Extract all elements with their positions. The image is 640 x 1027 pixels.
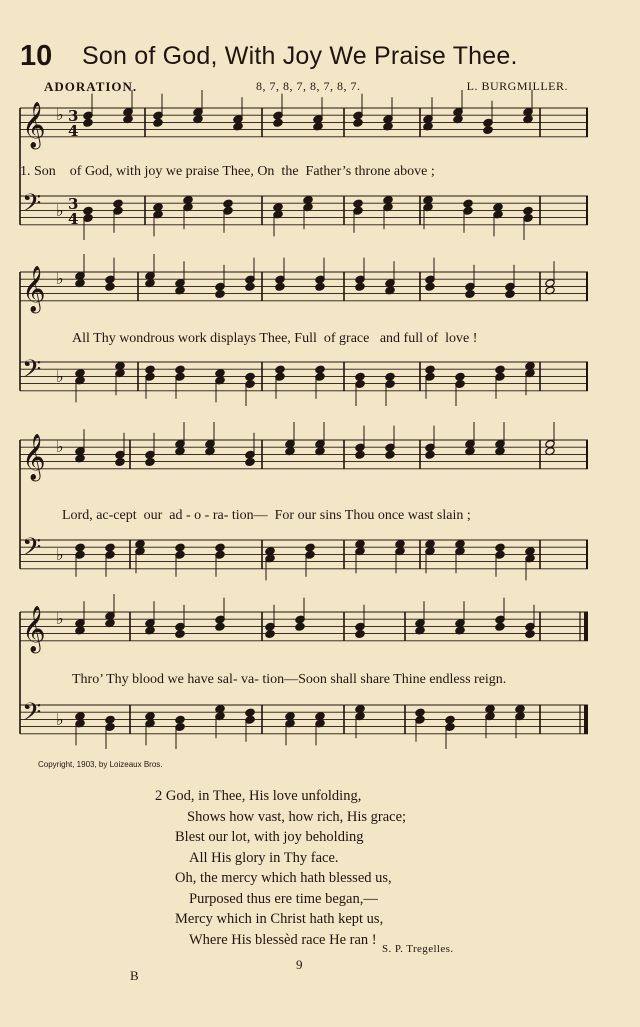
verse-line: Blest our lot, with joy beholding <box>175 829 364 845</box>
notehead <box>483 126 493 135</box>
notehead <box>355 630 365 639</box>
notehead <box>275 365 285 374</box>
notehead <box>105 282 115 291</box>
tune-name: ADORATION. <box>44 79 138 94</box>
notehead <box>385 450 395 459</box>
verse-line: 2 God, in Thee, His love unfolding, <box>155 788 362 804</box>
notehead <box>105 715 115 724</box>
notehead <box>275 282 285 291</box>
notehead <box>215 290 225 299</box>
notehead <box>215 543 225 552</box>
signature-mark: B <box>130 968 139 983</box>
flat-sign: ♭ <box>56 201 64 220</box>
bass-clef: 𝄢 <box>22 698 42 733</box>
time-signature-bottom: 4 <box>68 122 79 140</box>
notehead <box>445 715 455 724</box>
notehead <box>245 458 255 467</box>
notehead <box>525 630 535 639</box>
time-signature-top: 3 <box>68 107 79 125</box>
notehead <box>495 543 505 552</box>
verse-line: Mercy which in Christ hath kept us, <box>175 911 384 927</box>
bass-clef: 𝄢 <box>22 355 42 390</box>
notehead <box>425 282 435 291</box>
notehead <box>315 282 325 291</box>
bass-clef: 𝄢 <box>22 189 42 224</box>
notehead <box>353 199 363 208</box>
notehead <box>495 622 505 631</box>
notehead <box>145 458 155 467</box>
verse-2 <box>155 786 406 950</box>
lyric-line-4: Thro’ Thy blood we have sal- va- tion—Soon shall share Thine endless reign. <box>72 672 507 687</box>
lyric-line-3: Lord, ac-cept our ad - o - ra- tion— For our sins Thou once wast slain ; <box>62 508 471 523</box>
composer: L. BURGMILLER. <box>466 79 568 93</box>
notehead <box>105 543 115 552</box>
flat-sign: ♭ <box>56 367 64 386</box>
treble-clef: 𝄞 <box>22 102 46 148</box>
notehead <box>415 708 425 717</box>
notehead <box>355 282 365 291</box>
notehead <box>175 630 185 639</box>
verse-line: Purposed thus ere time began,— <box>189 890 378 907</box>
time-signature-top: 3 <box>68 195 79 213</box>
author: S. P. Tregelles. <box>382 943 454 955</box>
time-signature-bottom: 4 <box>68 210 79 228</box>
notehead <box>455 372 465 381</box>
notehead <box>355 450 365 459</box>
notehead <box>495 365 505 374</box>
notehead <box>245 372 255 381</box>
treble-clef: 𝄞 <box>22 266 46 312</box>
flat-sign: ♭ <box>56 437 64 456</box>
notehead <box>215 622 225 631</box>
notehead <box>175 715 185 724</box>
notehead <box>175 365 185 374</box>
hymn-title: Son of God, With Joy We Praise Thee. <box>82 42 518 70</box>
notehead <box>425 450 435 459</box>
notehead <box>305 543 315 552</box>
flat-sign: ♭ <box>56 105 64 124</box>
notehead <box>145 365 155 374</box>
copyright-notice: Copyright, 1903, by Loizeaux Bros. <box>38 760 163 769</box>
verse-line: Where His blessèd race He ran ! <box>189 931 377 948</box>
notehead <box>83 118 93 127</box>
page-number: 9 <box>296 957 303 972</box>
notehead <box>83 206 93 215</box>
flat-sign: ♭ <box>56 609 64 628</box>
notehead <box>523 206 533 215</box>
verse-line: All His glory in Thy face. <box>189 849 339 866</box>
flat-sign: ♭ <box>56 545 64 564</box>
notehead <box>175 543 185 552</box>
notehead <box>115 458 125 467</box>
notehead <box>315 365 325 374</box>
notehead <box>265 630 275 639</box>
notehead <box>223 199 233 208</box>
bass-clef: 𝄢 <box>22 533 42 568</box>
notehead <box>153 118 163 127</box>
notehead <box>425 365 435 374</box>
notehead <box>463 199 473 208</box>
verse-line: Oh, the mercy which hath blessed us, <box>175 870 392 886</box>
notehead <box>75 543 85 552</box>
notehead <box>353 118 363 127</box>
meter: 8, 7, 8, 7, 8, 7, 8, 7. <box>256 79 361 93</box>
notehead <box>245 708 255 717</box>
notehead <box>245 282 255 291</box>
verse-line: Shows how vast, how rich, His grace; <box>187 808 407 825</box>
treble-clef: 𝄞 <box>22 434 46 480</box>
notehead <box>355 372 365 381</box>
notehead <box>295 622 305 631</box>
notehead <box>465 290 475 299</box>
notehead <box>505 290 515 299</box>
notehead <box>113 199 123 208</box>
lyric-line-2: All Thy wondrous work displays Thee, Full of grace and full of love ! <box>72 331 478 346</box>
flat-sign: ♭ <box>56 710 64 729</box>
notehead <box>273 118 283 127</box>
lyric-line-1: 1. Son of God, with joy we praise Thee, On the Father’s throne above ; <box>20 164 435 179</box>
hymn-number: 10 <box>20 40 53 72</box>
flat-sign: ♭ <box>56 269 64 288</box>
treble-clef: 𝄞 <box>22 606 46 652</box>
notehead <box>385 372 395 381</box>
